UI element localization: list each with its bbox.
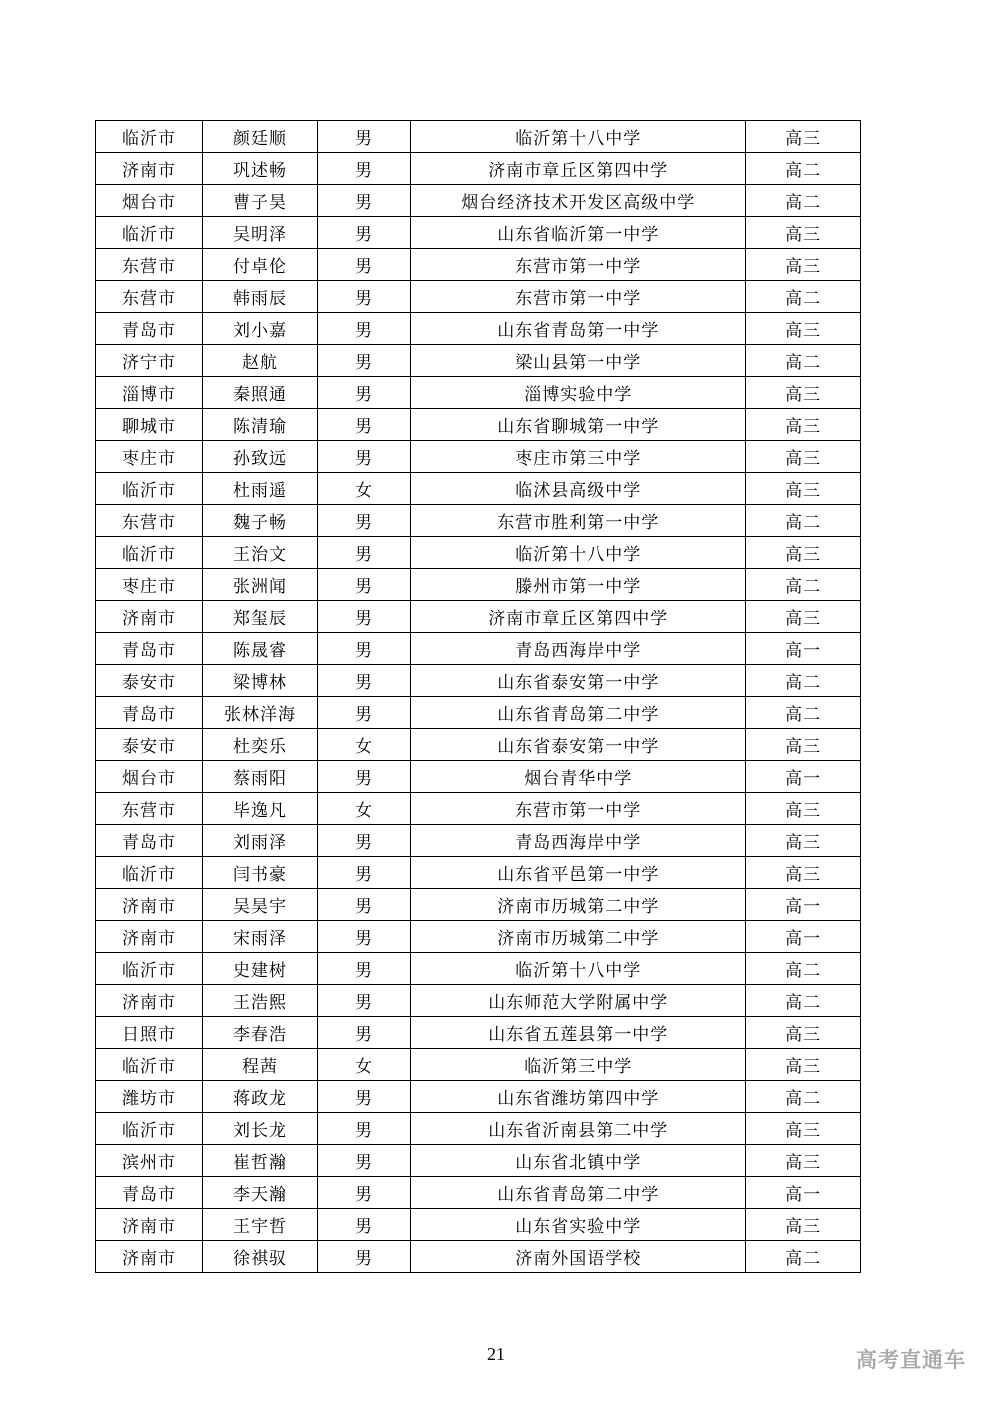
table-row (96, 665, 861, 697)
cell-gender: 女 (317, 1049, 410, 1081)
cell-gender: 男 (317, 505, 410, 537)
cell-grade: 高三 (746, 1209, 861, 1241)
cell-name: 秦照通 (203, 377, 318, 409)
cell-name: 韩雨辰 (203, 281, 318, 313)
page-number: 21 (487, 1344, 505, 1364)
cell-gender: 男 (317, 601, 410, 633)
cell-gender: 男 (317, 825, 410, 857)
cell-city: 济南市 (96, 1209, 203, 1241)
cell-grade: 高三 (746, 729, 861, 761)
table-row (96, 313, 861, 345)
cell-city: 日照市 (96, 1017, 203, 1049)
cell-city: 济南市 (96, 985, 203, 1017)
cell-school: 烟台青华中学 (411, 761, 746, 793)
cell-city: 东营市 (96, 281, 203, 313)
cell-name: 王浩熙 (203, 985, 318, 1017)
cell-gender: 男 (317, 441, 410, 473)
cell-grade: 高三 (746, 1049, 861, 1081)
cell-gender: 男 (317, 217, 410, 249)
cell-name: 毕逸凡 (203, 793, 318, 825)
cell-school: 山东省泰安第一中学 (411, 729, 746, 761)
cell-gender: 女 (317, 473, 410, 505)
cell-city: 济宁市 (96, 345, 203, 377)
table-row (96, 825, 861, 857)
table-row (96, 633, 861, 665)
cell-city: 东营市 (96, 505, 203, 537)
cell-school: 临沭县高级中学 (411, 473, 746, 505)
cell-school: 临沂第十八中学 (411, 537, 746, 569)
cell-gender: 男 (317, 665, 410, 697)
cell-grade: 高二 (746, 1081, 861, 1113)
cell-city: 临沂市 (96, 857, 203, 889)
table-row (96, 761, 861, 793)
cell-school: 滕州市第一中学 (411, 569, 746, 601)
cell-name: 吴昊宇 (203, 889, 318, 921)
cell-city: 临沂市 (96, 1113, 203, 1145)
cell-name: 孙致远 (203, 441, 318, 473)
cell-name: 颜廷顺 (203, 121, 318, 153)
cell-school: 东营市胜利第一中学 (411, 505, 746, 537)
cell-name: 陈晟睿 (203, 633, 318, 665)
cell-grade: 高三 (746, 121, 861, 153)
table-row (96, 345, 861, 377)
cell-city: 济南市 (96, 889, 203, 921)
cell-city: 泰安市 (96, 729, 203, 761)
cell-grade: 高二 (746, 185, 861, 217)
cell-city: 临沂市 (96, 953, 203, 985)
cell-name: 杜奕乐 (203, 729, 318, 761)
cell-city: 临沂市 (96, 1049, 203, 1081)
cell-name: 蒋政龙 (203, 1081, 318, 1113)
cell-gender: 男 (317, 761, 410, 793)
cell-name: 曹子昊 (203, 185, 318, 217)
table-row (96, 793, 861, 825)
cell-school: 烟台经济技术开发区高级中学 (411, 185, 746, 217)
cell-name: 巩述畅 (203, 153, 318, 185)
cell-name: 郑玺辰 (203, 601, 318, 633)
cell-gender: 男 (317, 953, 410, 985)
table-row (96, 1113, 861, 1145)
cell-gender: 男 (317, 313, 410, 345)
cell-gender: 男 (317, 633, 410, 665)
cell-grade: 高二 (746, 281, 861, 313)
cell-gender: 女 (317, 793, 410, 825)
cell-school: 山东省青岛第二中学 (411, 697, 746, 729)
table-row (96, 889, 861, 921)
cell-name: 魏子畅 (203, 505, 318, 537)
cell-city: 临沂市 (96, 473, 203, 505)
cell-grade: 高三 (746, 441, 861, 473)
cell-school: 济南市历城第二中学 (411, 889, 746, 921)
cell-grade: 高一 (746, 889, 861, 921)
cell-grade: 高二 (746, 697, 861, 729)
cell-school: 临沂第三中学 (411, 1049, 746, 1081)
cell-name: 闫书豪 (203, 857, 318, 889)
watermark-brand: 高考直通车 (856, 1349, 966, 1372)
table-row (96, 729, 861, 761)
table-row (96, 217, 861, 249)
cell-grade: 高二 (746, 153, 861, 185)
table-row (96, 1145, 861, 1177)
cell-grade: 高三 (746, 313, 861, 345)
cell-grade: 高一 (746, 921, 861, 953)
cell-name: 王宇哲 (203, 1209, 318, 1241)
table-row (96, 1241, 861, 1273)
table-row (96, 185, 861, 217)
table-row (96, 921, 861, 953)
cell-school: 临沂第十八中学 (411, 121, 746, 153)
cell-school: 淄博实验中学 (411, 377, 746, 409)
cell-grade: 高三 (746, 793, 861, 825)
cell-school: 山东省青岛第一中学 (411, 313, 746, 345)
cell-school: 山东省沂南县第二中学 (411, 1113, 746, 1145)
cell-gender: 男 (317, 1209, 410, 1241)
cell-city: 青岛市 (96, 1177, 203, 1209)
cell-city: 聊城市 (96, 409, 203, 441)
table-row (96, 153, 861, 185)
table-row (96, 601, 861, 633)
cell-name: 李春浩 (203, 1017, 318, 1049)
cell-gender: 男 (317, 281, 410, 313)
table-row (96, 121, 861, 153)
table-row (96, 377, 861, 409)
cell-city: 潍坊市 (96, 1081, 203, 1113)
table-row (96, 473, 861, 505)
cell-city: 青岛市 (96, 697, 203, 729)
cell-grade: 高二 (746, 665, 861, 697)
cell-school: 山东省五莲县第一中学 (411, 1017, 746, 1049)
table-row (96, 505, 861, 537)
cell-grade: 高二 (746, 1241, 861, 1273)
cell-school: 山东省临沂第一中学 (411, 217, 746, 249)
cell-name: 崔哲瀚 (203, 1145, 318, 1177)
table-row (96, 953, 861, 985)
cell-gender: 男 (317, 857, 410, 889)
table-row (96, 985, 861, 1017)
cell-school: 枣庄市第三中学 (411, 441, 746, 473)
cell-gender: 男 (317, 345, 410, 377)
table-row (96, 249, 861, 281)
cell-school: 济南市章丘区第四中学 (411, 153, 746, 185)
cell-gender: 男 (317, 985, 410, 1017)
table-row (96, 1081, 861, 1113)
cell-school: 山东省实验中学 (411, 1209, 746, 1241)
cell-city: 东营市 (96, 793, 203, 825)
cell-gender: 男 (317, 921, 410, 953)
cell-grade: 高三 (746, 1145, 861, 1177)
table-row (96, 441, 861, 473)
cell-city: 枣庄市 (96, 569, 203, 601)
table-row (96, 1209, 861, 1241)
student-table-body (96, 121, 861, 1273)
cell-grade: 高三 (746, 473, 861, 505)
cell-grade: 高三 (746, 601, 861, 633)
cell-city: 青岛市 (96, 825, 203, 857)
cell-grade: 高二 (746, 505, 861, 537)
cell-city: 泰安市 (96, 665, 203, 697)
cell-gender: 男 (317, 377, 410, 409)
cell-name: 陈清瑜 (203, 409, 318, 441)
cell-city: 济南市 (96, 921, 203, 953)
cell-name: 史建树 (203, 953, 318, 985)
cell-gender: 男 (317, 697, 410, 729)
cell-city: 济南市 (96, 153, 203, 185)
cell-gender: 男 (317, 1017, 410, 1049)
cell-name: 赵航 (203, 345, 318, 377)
cell-school: 济南市历城第二中学 (411, 921, 746, 953)
cell-school: 东营市第一中学 (411, 793, 746, 825)
cell-gender: 男 (317, 889, 410, 921)
cell-school: 济南外国语学校 (411, 1241, 746, 1273)
cell-grade: 高一 (746, 633, 861, 665)
cell-name: 付卓伦 (203, 249, 318, 281)
cell-school: 山东师范大学附属中学 (411, 985, 746, 1017)
cell-grade: 高三 (746, 377, 861, 409)
cell-school: 山东省泰安第一中学 (411, 665, 746, 697)
table-row (96, 1049, 861, 1081)
table-row (96, 857, 861, 889)
cell-city: 临沂市 (96, 217, 203, 249)
cell-city: 烟台市 (96, 761, 203, 793)
cell-school: 山东省北镇中学 (411, 1145, 746, 1177)
cell-gender: 女 (317, 729, 410, 761)
table-row (96, 1017, 861, 1049)
cell-name: 刘长龙 (203, 1113, 318, 1145)
cell-name: 徐祺驭 (203, 1241, 318, 1273)
cell-grade: 高一 (746, 761, 861, 793)
cell-school: 东营市第一中学 (411, 281, 746, 313)
cell-grade: 高三 (746, 857, 861, 889)
cell-gender: 男 (317, 185, 410, 217)
cell-city: 淄博市 (96, 377, 203, 409)
cell-school: 济南市章丘区第四中学 (411, 601, 746, 633)
table-row (96, 281, 861, 313)
cell-grade: 高三 (746, 825, 861, 857)
table-row (96, 569, 861, 601)
cell-city: 济南市 (96, 1241, 203, 1273)
cell-grade: 高三 (746, 537, 861, 569)
cell-school: 山东省聊城第一中学 (411, 409, 746, 441)
cell-name: 刘小嘉 (203, 313, 318, 345)
cell-gender: 男 (317, 249, 410, 281)
cell-grade: 高二 (746, 985, 861, 1017)
cell-gender: 男 (317, 537, 410, 569)
cell-city: 青岛市 (96, 313, 203, 345)
cell-gender: 男 (317, 121, 410, 153)
cell-city: 东营市 (96, 249, 203, 281)
cell-gender: 男 (317, 1113, 410, 1145)
cell-name: 张洲闻 (203, 569, 318, 601)
cell-grade: 高三 (746, 1113, 861, 1145)
cell-name: 蔡雨阳 (203, 761, 318, 793)
cell-city: 青岛市 (96, 633, 203, 665)
cell-name: 刘雨泽 (203, 825, 318, 857)
cell-city: 临沂市 (96, 537, 203, 569)
table-row (96, 409, 861, 441)
cell-school: 梁山县第一中学 (411, 345, 746, 377)
cell-grade: 高三 (746, 249, 861, 281)
table-row (96, 1177, 861, 1209)
cell-name: 李天瀚 (203, 1177, 318, 1209)
cell-gender: 男 (317, 1241, 410, 1273)
cell-grade: 高三 (746, 1017, 861, 1049)
cell-grade: 高二 (746, 345, 861, 377)
cell-school: 东营市第一中学 (411, 249, 746, 281)
cell-grade: 高三 (746, 217, 861, 249)
cell-grade: 高三 (746, 409, 861, 441)
cell-city: 临沂市 (96, 121, 203, 153)
cell-school: 青岛西海岸中学 (411, 633, 746, 665)
cell-name: 杜雨遥 (203, 473, 318, 505)
cell-gender: 男 (317, 153, 410, 185)
student-roster-table (95, 120, 861, 1273)
cell-name: 张林洋海 (203, 697, 318, 729)
cell-gender: 男 (317, 1177, 410, 1209)
cell-grade: 高二 (746, 953, 861, 985)
cell-gender: 男 (317, 569, 410, 601)
cell-grade: 高二 (746, 569, 861, 601)
cell-gender: 男 (317, 1145, 410, 1177)
cell-name: 王治文 (203, 537, 318, 569)
cell-school: 青岛西海岸中学 (411, 825, 746, 857)
cell-city: 枣庄市 (96, 441, 203, 473)
cell-gender: 男 (317, 409, 410, 441)
cell-city: 滨州市 (96, 1145, 203, 1177)
cell-school: 山东省潍坊第四中学 (411, 1081, 746, 1113)
cell-grade: 高一 (746, 1177, 861, 1209)
table-row (96, 537, 861, 569)
cell-school: 山东省青岛第二中学 (411, 1177, 746, 1209)
cell-city: 济南市 (96, 601, 203, 633)
cell-name: 梁博林 (203, 665, 318, 697)
cell-city: 烟台市 (96, 185, 203, 217)
cell-school: 临沂第十八中学 (411, 953, 746, 985)
cell-gender: 男 (317, 1081, 410, 1113)
table-row (96, 697, 861, 729)
cell-name: 宋雨泽 (203, 921, 318, 953)
cell-school: 山东省平邑第一中学 (411, 857, 746, 889)
cell-name: 吴明泽 (203, 217, 318, 249)
cell-name: 程茜 (203, 1049, 318, 1081)
